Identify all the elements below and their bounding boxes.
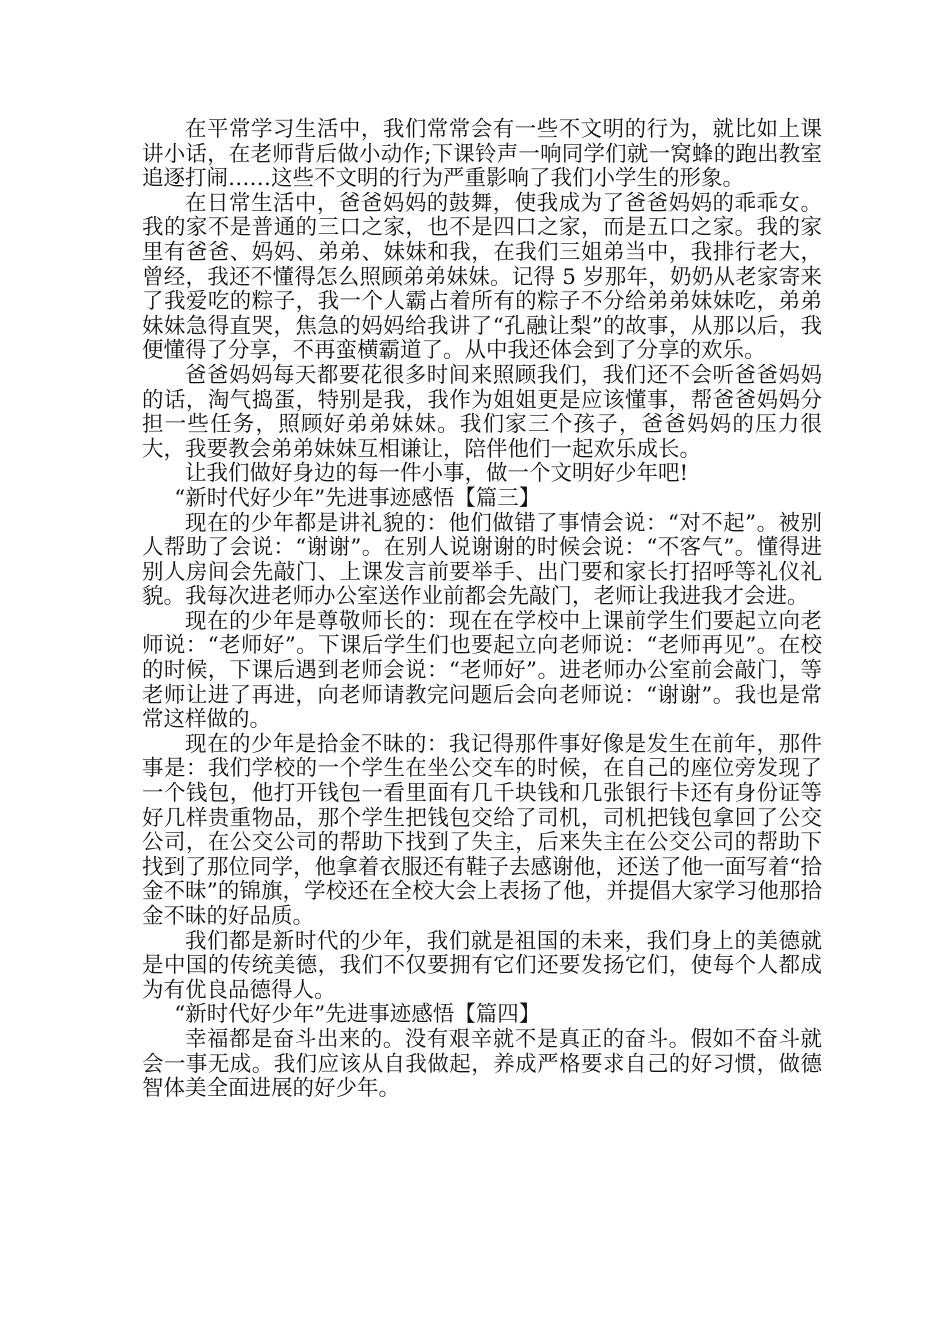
paragraph-parents: 爸爸妈妈每天都要花很多时间来照顾我们，我们还不会听爸爸妈妈的话，淘气捣蛋，特别是我，我作为姐姐更是应该懂事，帮爸爸妈妈分担一些任务，照顾好弟弟妹妹。我们家三个孩子，爸爸妈妈的压力很大，我要教会弟弟妹妹互相谦让，陪伴他们一起欢乐成长。 (142, 362, 822, 462)
document-body (142, 118, 822, 1102)
paragraph-striving: 幸福都是奋斗出来的。没有艰辛就不是真正的奋斗。假如不奋斗就会一事无成。我们应该从自我做起，养成严格要求自己的好习惯，做德智体美全面进展的好少年。 (142, 1026, 822, 1102)
paragraph-civility: 在平常学习生活中，我们常常会有一些不文明的行为，就比如上课讲小话，在老师背后做小动作;下课铃声一响同学们就一窝蜂的跑出教室追逐打闹……这些不文明的行为严重影响了我们小学生的形象。 (142, 117, 822, 192)
section-heading-part-four: “新时代好少年”先进事迹感悟【篇四】 (174, 1002, 541, 1028)
paragraph-family: 在日常生活中，爸爸妈妈的鼓舞，使我成为了爸爸妈妈的乖乖女。我的家不是普通的三口之家，也不是四口之家，而是五口之家。我的家里有爸爸、妈妈、弟弟、妹妹和我，在我们三姐弟当中，我排行老大，曾经，我还不懂得怎么照顾弟弟妹妹。记得 5 岁那年，奶奶从老家寄来了我爱吃的粽子，我一个人霸占着所有的粽子不分给弟弟妹妹吃，弟弟妹妹急得直哭，焦急的妈妈给我讲了“孔融让梨”的故事，从那以后，我便懂得了分享，不再蛮横霸道了。从中我还体会到了分享的欢乐。 (142, 190, 822, 364)
paragraph-honesty: 现在的少年是拾金不昧的：我记得那件事好像是发生在前年，那件事是：我们学校的一个学生在坐公交车的时候，在自己的座位旁发现了一个钱包，他打开钱包一看里面有几千块钱和几张银行卡还有身份证等好几样贵重物品，那个学生把钱包交给了司机，司机把钱包拿回了公交公司，在公交公司的帮助下找到了失主，后来失主在公交公司的帮助下找到了那位同学，他拿着衣服还有鞋子去感谢他，还送了他一面写着“拾金不昧”的锦旗，学校还在全校大会上表扬了他，并提倡大家学习他那拾金不昧的好品质。 (142, 731, 822, 929)
paragraph-virtue: 我们都是新时代的少年，我们就是祖国的未来，我们身上的美德就是中国的传统美德，我们不仅要拥有它们还要发扬它们，使每个人都成为有优良品德得人。 (142, 928, 822, 1003)
paragraph-closing: 让我们做好身边的每一件小事，做一个文明好少年吧! (185, 461, 689, 487)
paragraph-respect-teachers: 现在的少年是尊敬师长的：现在在学校中上课前学生们要起立向老师说：“老师好”。下课后学生们也要起立向老师说：“老师再见”。在校的时候，下课后遇到老师会说：“老师好”。进老师办公室前会敲门，等老师让进了再进，向老师请教完问题后会向老师说：“谢谢”。我也是常常这样做的。 (142, 608, 822, 733)
paragraph-politeness: 现在的少年都是讲礼貌的：他们做错了事情会说：“对不起”。被别人帮助了会说：“谢谢”。在别人说谢谢的时候会说：“不客气”。懂得进别人房间会先敲门、上课发言前要举手、出门要和家长打招呼等礼仪礼貌。我每次进老师办公室送作业前都会先敲门，老师让我进我才会进。 (142, 510, 822, 610)
section-heading-part-three: “新时代好少年”先进事迹感悟【篇三】 (174, 485, 541, 511)
